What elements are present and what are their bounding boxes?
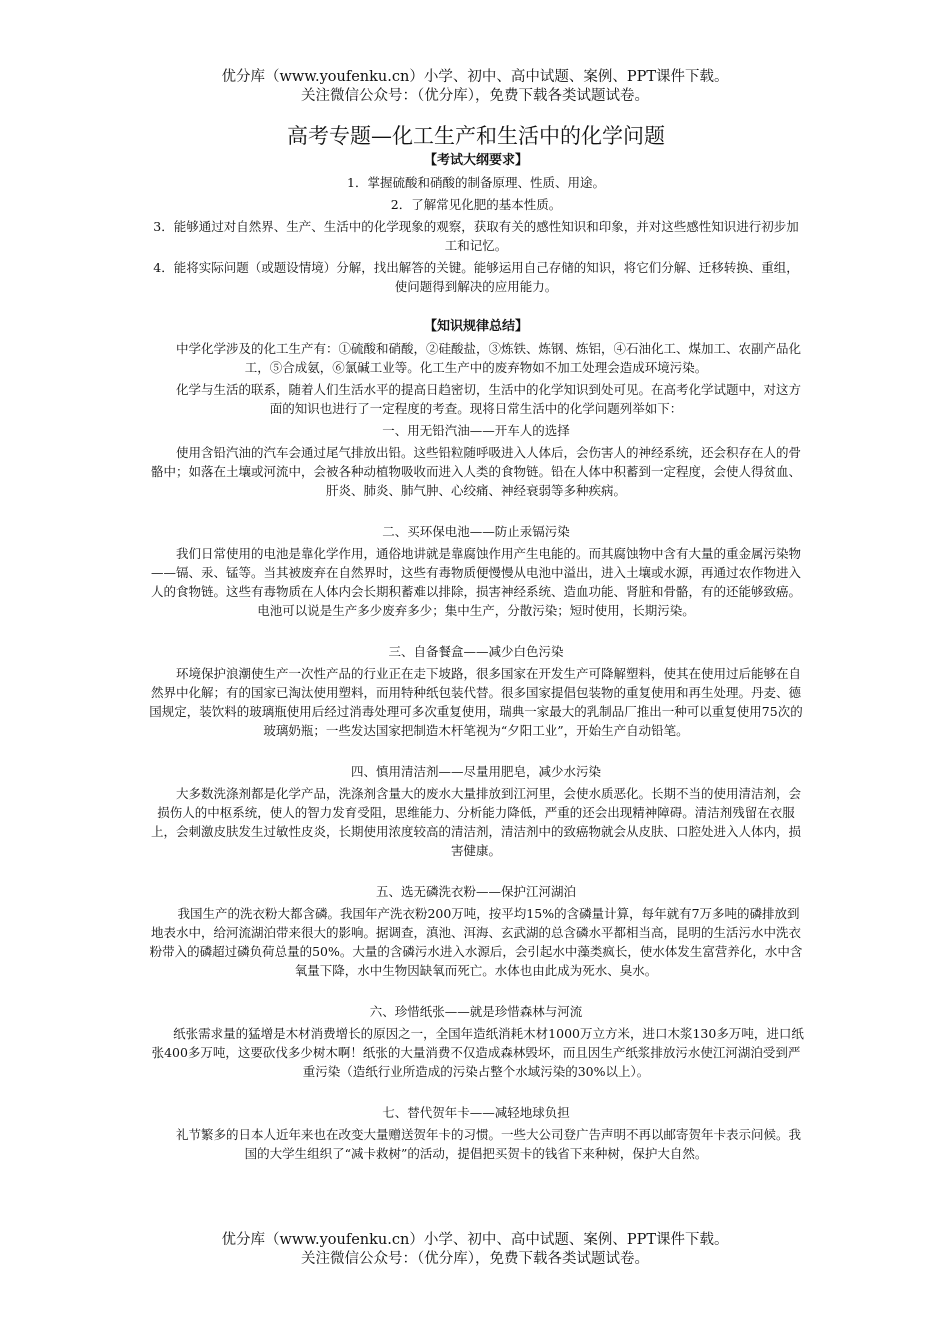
- section-title: 七、替代贺年卡——减轻地球负担: [382, 1105, 570, 1120]
- footer-line-2: 关注微信公众号：（优分库），免费下载各类试题试卷。: [301, 1251, 649, 1267]
- section-title: 五、选无磷洗衣粉——保护江河湖泊: [375, 884, 576, 899]
- section-body: 我国生产的洗衣粉大都含磷。我国年产洗衣粉200万吨，按平均15%的含磷量计算，每年就有7万多吨的磷排放到地表水中，给河流湖泊带来很大的影响。据调查，滇池、洱海、玄武湖的总含磷水平都相当高，昆明的生活污水中洗衣粉带入的磷超过磷负荷总量的50%。大量的含磷污水进入水源后，会引起水中藻类疯长，使水体发生富营养化，水中含氧量下降，水中生物因缺氧而死亡。水体也由此成为死水、臭水。: [149, 906, 803, 978]
- exam-item: 1．掌握硫酸和硝酸的制备原理、性质、用途。: [347, 175, 605, 190]
- section-title: 六、珍惜纸张——就是珍惜森林与河流: [369, 1004, 583, 1019]
- section-body: 环境保护浪潮使生产一次性产品的行业正在走下坡路，很多国家在开发生产可降解塑料，使其在使用过后能够在自然界中化解；有的国家已淘汰使用塑料，而用特种纸包装代替。很多国家提倡包装物的重复使用和再生处理。丹麦、德国规定，装饮料的玻璃瓶使用后经过消毒处理可多次重复使用，瑞典一家最大的乳制品厂推出一种可以重复使用75次的玻璃奶瓶；一些发达国家把制造木杆笔视为“夕阳工业”，开始生产自动铅笔。: [149, 666, 803, 738]
- document-title: 高考专题—化工生产和生活中的化学问题: [287, 124, 665, 148]
- exam-item: 3．能够通过对自然界、生产、生活中的化学现象的观察，获取有关的感性知识和印象，并对这些感性知识进行初步加工和记忆。: [153, 219, 799, 253]
- intro-paragraph: 中学化学涉及的化工生产有：①硫酸和硝酸，②硅酸盐，③炼铁、炼钢、炼铝，④石油化工、煤加工、农副产品化工，⑤合成氨，⑥氯碱工业等。化工生产中的废弃物如不加工处理会造成环境污染。: [175, 341, 801, 375]
- footer-line-1: 优分库（www.youfenku.cn）小学、初中、高中试题、案例、PPT课件下载。: [221, 1232, 729, 1248]
- header-line-2: 关注微信公众号：（优分库），免费下载各类试题试卷。: [301, 88, 649, 104]
- section-body: 大多数洗涤剂都是化学产品，洗涤剂含量大的废水大量排放到江河里，会使水质恶化。长期不当的使用清洁剂，会损伤人的中枢系统，使人的智力发育受阻，思维能力、分析能力降低，严重的还会出现精神障碍。清洁剂残留在衣服上，会刺激皮肤发生过敏性皮炎，长期使用浓度较高的清洁剂，清洁剂中的致癌物就会从皮肤、口腔处进入人体内，损害健康。: [150, 786, 801, 858]
- intro-paragraph: 化学与生活的联系，随着人们生活水平的提高日趋密切，生活中的化学知识到处可见。在高考化学试题中，对这方面的知识也进行了一定程度的考查。现将日常生活中的化学问题列举如下：: [175, 382, 801, 416]
- section-body: 我们日常使用的电池是靠化学作用，通俗地讲就是靠腐蚀作用产生电能的。而其腐蚀物中含有大量的重金属污染物——镉、汞、锰等。当其被废弃在自然界时，这些有毒物质便慢慢从电池中溢出，进入土壤或水源，再通过农作物进入人的食物链。这些有毒物质在人体内会长期积蓄难以排除，损害神经系统、造血功能、肾脏和骨骼，有的还能够致癌。电池可以说是生产多少废弃多少；集中生产，分散污染；短时使用，长期污染。: [150, 546, 801, 618]
- section-title: 三、自备餐盒——减少白色污染: [388, 644, 564, 659]
- section-title: 二、买环保电池——防止汞镉污染: [382, 524, 570, 539]
- section-body: 使用含铅汽油的汽车会通过尾气排放出铅。这些铅粒随呼吸进入人体后，会伤害人的神经系统，还会积存在人的骨骼中；如落在土壤或河流中，会被各种动植物吸收而进入人类的食物链。铅在人体中积蓄到一定程度，会使人得贫血、肝炎、肺炎、肺气肿、心绞痛、神经衰弱等多种疾病。: [150, 445, 801, 498]
- document-body: [148, 122, 804, 1166]
- section-title: 四、慎用清洁剂——尽量用肥皂，减少水污染: [350, 764, 601, 779]
- section-body: 纸张需求量的猛增是木材消费增长的原因之一，全国年造纸消耗木材1000万立方米，进口木浆130多万吨，进口纸张400多万吨，这要砍伐多少树木啊！纸张的大量消费不仅造成森林毁坏，而且因生产纸浆排放污水使江河湖泊受到严重污染（造纸行业所造成的污染占整个水域污染的30%以上）。: [151, 1026, 804, 1079]
- page-header: [0, 68, 950, 106]
- header-line-1: 优分库（www.youfenku.cn）小学、初中、高中试题、案例、PPT课件下载。: [221, 69, 729, 85]
- exam-item: 4．能将实际问题（或题设情境）分解，找出解答的关键。能够运用自己存储的知识，将它们分解、迁移转换、重组，使问题得到解决的应用能力。: [153, 260, 799, 294]
- exam-item: 2．了解常见化肥的基本性质。: [390, 197, 562, 212]
- section-title: 一、用无铅汽油——开车人的选择: [382, 423, 570, 438]
- section-body: 礼节繁多的日本人近年来也在改变大量赠送贺年卡的习惯。一些大公司登广告声明不再以邮寄贺年卡表示问候。我国的大学生组织了“减卡救树”的活动，提倡把买贺卡的钱省下来种树，保护大自然。: [175, 1127, 801, 1161]
- exam-requirements-heading: 【考试大纲要求】: [423, 153, 528, 168]
- page-footer: [0, 1231, 950, 1269]
- knowledge-summary-heading: 【知识规律总结】: [423, 319, 528, 334]
